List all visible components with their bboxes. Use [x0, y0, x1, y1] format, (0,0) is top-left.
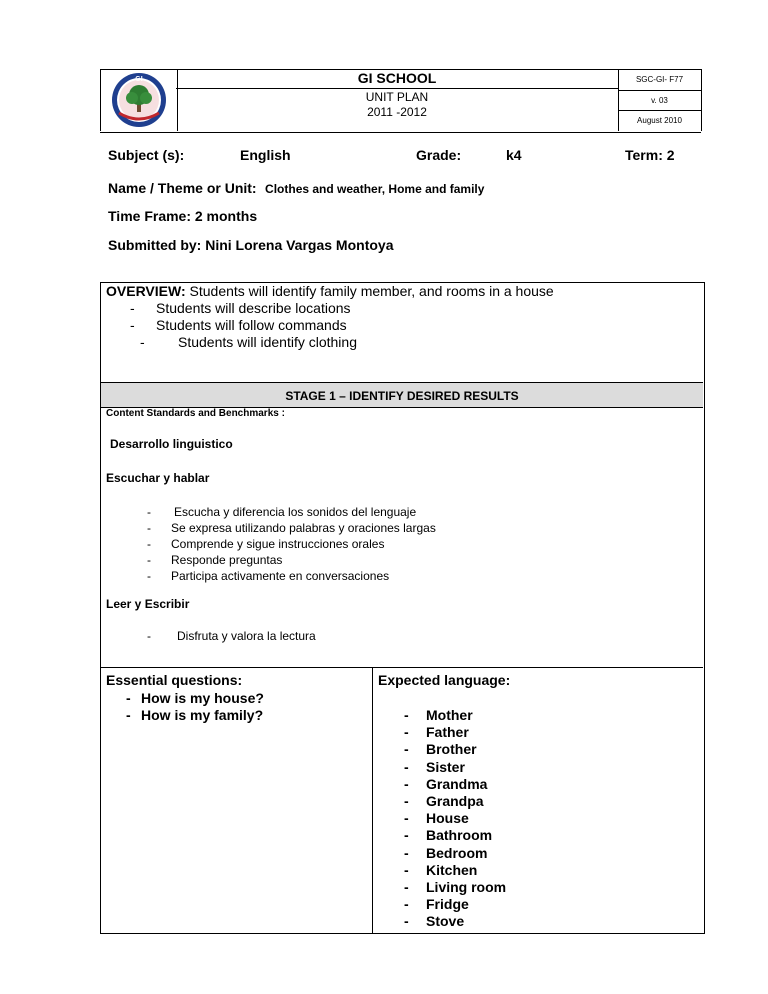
list-item: - Disfruta y valora la lectura — [147, 629, 316, 643]
essential-question: - How is my family? — [126, 707, 264, 723]
overview-text — [106, 283, 554, 299]
school-year: 2011 -2012 — [367, 105, 427, 119]
content-standards-row — [101, 407, 703, 668]
theme-line — [108, 180, 484, 198]
submitted-by: Submitted by: Nini Lorena Vargas Montoya — [108, 237, 394, 253]
section-escuchar: Escuchar y hablar — [106, 471, 210, 485]
vocab-item: - Stove — [404, 913, 465, 930]
content-standards-label: Content Standards and Benchmarks : — [106, 408, 285, 419]
vocab-item: - Grandma — [404, 775, 488, 792]
list-item: - Participa activamente en conversaciones — [147, 569, 390, 583]
vocab-item: - Grandpa — [404, 793, 484, 810]
logo-cell — [100, 69, 178, 131]
essential-label: Essential questions: — [106, 672, 243, 688]
vocab-item: - Mother — [404, 707, 473, 723]
list-escuchar — [147, 504, 436, 584]
list-item: - Escucha y diferencia los sonidos del lenguaje — [147, 505, 417, 519]
stage1-title: STAGE 1 – IDENTIFY DESIRED RESULTS — [101, 383, 703, 408]
subject-label: Subject (s): — [108, 147, 185, 163]
overview-bullet-text: Students will identify clothing — [178, 334, 357, 350]
vocab-item: - Sister — [404, 758, 465, 775]
school-name: GI SCHOOL — [176, 69, 618, 89]
vocab-item: - Living room — [404, 879, 507, 896]
school-logo-icon — [101, 69, 177, 131]
subject-value: English — [240, 147, 291, 163]
vocab-item: - Bedroom — [404, 844, 488, 861]
doc-date: August 2010 — [637, 116, 682, 125]
logo-text: GI — [135, 76, 143, 83]
unit-plan-title — [176, 90, 618, 120]
list-item: - Comprende y sigue instrucciones orales — [147, 537, 385, 551]
doc-type: UNIT PLAN — [365, 90, 429, 104]
doc-code: SGC-GI- F77 — [618, 69, 701, 91]
overview-bullet: - — [130, 317, 135, 333]
vocab-item: - Fridge — [404, 896, 469, 913]
overview-label: OVERVIEW: — [106, 283, 186, 299]
essential-list — [126, 690, 264, 724]
overview-row — [100, 282, 703, 383]
column-divider — [372, 667, 373, 933]
grade-label: Grade: — [416, 147, 462, 163]
overview-bullet-text: Students will follow commands — [156, 317, 347, 333]
section-leer: Leer y Escribir — [106, 597, 190, 611]
term: Term: 2 — [625, 147, 675, 163]
overview-intro: Students will identify family member, and rooms in a house — [189, 283, 554, 299]
theme-label: Name / Theme or Unit: — [108, 180, 257, 196]
time-frame: Time Frame: 2 months — [108, 208, 258, 224]
vocab-item: - Father — [404, 724, 469, 741]
overview-bullet: - — [130, 300, 135, 316]
vocab-item: - Brother — [404, 741, 477, 758]
list-item: - Responde preguntas — [147, 553, 283, 567]
vocab-item: - Bathroom — [404, 827, 493, 844]
theme-value: Clothes and weather, Home and family — [265, 182, 485, 196]
list-item: - Se expresa utilizando palabras y oraciones largas — [147, 521, 436, 535]
list-leer — [147, 629, 316, 643]
doc-version: v. 03 — [618, 91, 701, 111]
expected-list — [404, 707, 506, 931]
overview-bullet-text: Students will describe locations — [156, 300, 351, 316]
overview-bullet: - — [140, 334, 145, 350]
expected-label: Expected language: — [378, 672, 511, 688]
essential-question: - How is my house? — [126, 690, 264, 706]
grade-value: k4 — [506, 147, 522, 163]
vocab-item: - House — [404, 810, 469, 827]
vocab-item: - Kitchen — [404, 861, 478, 878]
section-desarrollo: Desarrollo linguistico — [110, 437, 233, 451]
